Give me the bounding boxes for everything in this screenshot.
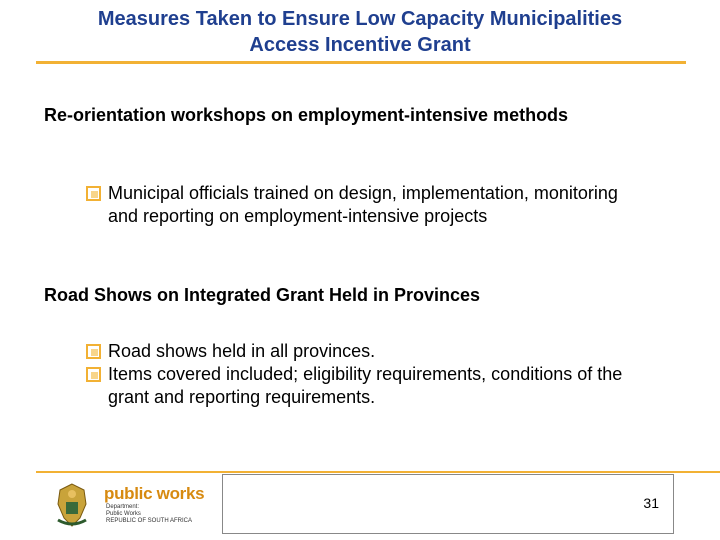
title-line-1: Measures Taken to Ensure Low Capacity Municipalities bbox=[97, 8, 623, 30]
brand-name: public works bbox=[104, 484, 205, 503]
bullet-text: Road shows held in all provinces. bbox=[108, 341, 376, 361]
brand-sub-line: Department: bbox=[106, 504, 140, 510]
bullet-text: Items covered included; eligibility requirements, conditions of the grant and reporting requirements. bbox=[108, 364, 623, 407]
bullet-text: Municipal officials trained on design, implementation, monitoring and reporting on employment-intensive projects bbox=[108, 183, 618, 226]
page-number: 31 bbox=[643, 495, 659, 511]
checkbox-bullet-icon bbox=[86, 367, 101, 382]
footer-divider bbox=[36, 471, 720, 473]
brand-sub-line: REPUBLIC OF SOUTH AFRICA bbox=[106, 518, 193, 524]
list-item bbox=[86, 340, 646, 363]
brand-subtitle bbox=[106, 504, 206, 525]
page-number-box bbox=[222, 474, 674, 534]
title-divider bbox=[36, 61, 686, 64]
coat-of-arms-icon bbox=[52, 480, 92, 530]
section-heading-road-shows: Road Shows on Integrated Grant Held in Provinces bbox=[44, 285, 481, 305]
list-item bbox=[86, 363, 646, 409]
section-heading-workshops: Re-orientation workshops on employment-intensive methods bbox=[44, 105, 569, 125]
checkbox-bullet-icon bbox=[86, 186, 101, 201]
list-item bbox=[86, 182, 646, 228]
slide-title bbox=[0, 6, 720, 58]
brand-sub-line: Public Works bbox=[106, 511, 141, 517]
checkbox-bullet-icon bbox=[86, 344, 101, 359]
title-line-2: Access Incentive Grant bbox=[249, 34, 471, 56]
bullet-list-road-shows bbox=[86, 340, 646, 409]
bullet-list-workshops bbox=[86, 182, 646, 228]
